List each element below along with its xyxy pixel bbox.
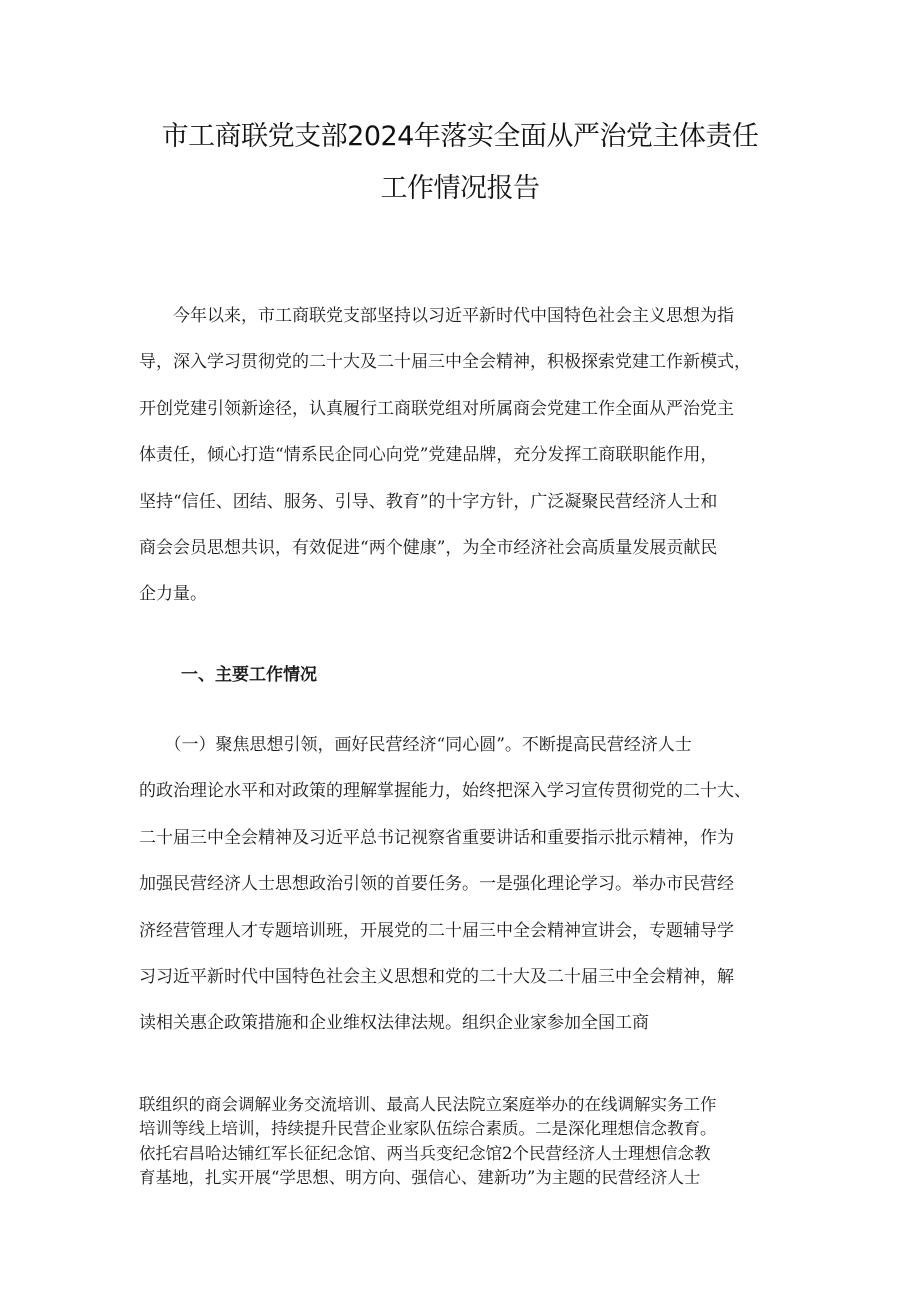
document-title-line-2: 工作情况报告: [380, 173, 540, 204]
intro-paragraph: [139, 293, 783, 618]
text-line: 二十届三中全会精神及习近平总书记视察省重要讲话和重要指示批示精神，作为: [139, 827, 734, 848]
text-line: 商会会员思想共识，有效促进“两个健康”，为全市经济社会高质量发展贡献民: [139, 537, 718, 558]
text-line: 开创党建引领新途径，认真履行工商联党组对所属商会党建工作全面从严治党主: [139, 398, 734, 419]
text-line: 导，深入学习贯彻党的二十大及二十届三中全会精神，积极探索党建工作新模式，: [139, 352, 751, 373]
text-line: 加强民营经济人士思想政治引领的首要任务。一是强化理论学习。举办市民营经: [139, 874, 734, 895]
text-line: 济经营管理人才专题培训班，开展党的二十届三中全会精神宣讲会，专题辅导学: [139, 920, 734, 941]
text-line: 今年以来，市工商联党支部坚持以习近平新时代中国特色社会主义思想为指: [139, 306, 734, 326]
text-line: （一）聚焦思想引领，画好民营经济“同心圆”。不断提高民营经济人士: [139, 735, 692, 755]
text-line: 坚持“信任、团结、服务、引导、教育”的十字方针，广泛凝聚民营经济人士和: [139, 491, 718, 512]
text-line: 体责任，倾心打造“情系民企同心向党”党建品牌，充分发挥工商联职能作用，: [139, 445, 718, 466]
continuation-paragraph: [139, 1093, 783, 1191]
text-line: 培训等线上培训，持续提升民营企业家队伍综合素质。二是深化理想信念教育。: [139, 1119, 717, 1139]
text-line: 的政治理论水平和对政策的理解掌握能力，始终把深入学习宣传贯彻党的二十大、: [139, 781, 751, 802]
text-line: 企力量。: [139, 584, 207, 605]
document-title-line-1: 市工商联党支部2024年落实全面从严治党主体责任: [161, 121, 759, 152]
text-line: 育基地，扎实开展“学思想、明方向、强信心、建新功”为主题的民营经济人士: [139, 1168, 701, 1188]
text-line: 依托宕昌哈达铺红军长征纪念馆、两当兵变纪念馆2个民营经济人士理想信念教: [139, 1143, 711, 1163]
text-line: 读相关惠企政策措施和企业维权法律法规。组织企业家参加全国工商: [139, 1013, 649, 1034]
section-1-paragraph: [139, 722, 783, 1047]
text-line: 联组织的商会调解业务交流培训、最高人民法院立案庭举办的在线调解实务工作: [139, 1095, 717, 1114]
text-line: 习习近平新时代中国特色社会主义思想和党的二十大及二十届三中全会精神，解: [139, 966, 734, 987]
section-heading: 一、主要工作情况: [181, 665, 317, 685]
